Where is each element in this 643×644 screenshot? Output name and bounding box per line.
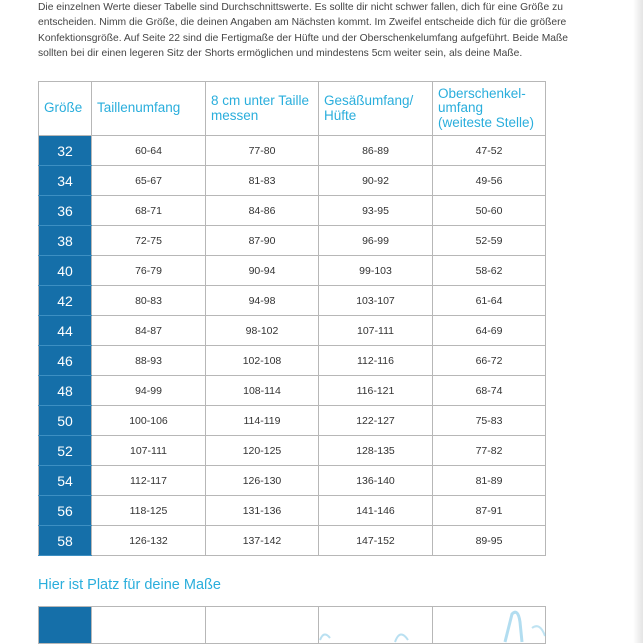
cell-size: 52	[39, 436, 92, 466]
cell-below-waist: 77-80	[206, 136, 319, 166]
cell-size: 50	[39, 406, 92, 436]
cell-hip: 93-95	[319, 196, 433, 226]
cell-waist: 60-64	[92, 136, 206, 166]
cell-thigh: 77-82	[433, 436, 546, 466]
cell-thigh: 50-60	[433, 196, 546, 226]
cell-thigh: 52-59	[433, 226, 546, 256]
table-row	[39, 286, 546, 316]
cell-thigh: 61-64	[433, 286, 546, 316]
cell-waist: 72-75	[92, 226, 206, 256]
table-row	[39, 256, 546, 286]
page-edge-shadow	[633, 0, 643, 643]
cell-waist: 84-87	[92, 316, 206, 346]
cell-below-waist: 94-98	[206, 286, 319, 316]
handwriting-marks	[300, 600, 560, 643]
cell-waist: 107-111	[92, 436, 206, 466]
cell-size: 34	[39, 166, 92, 196]
cell-thigh: 75-83	[433, 406, 546, 436]
table-row	[39, 316, 546, 346]
cell-below-waist: 120-125	[206, 436, 319, 466]
own-size-cell[interactable]	[39, 607, 92, 644]
table-row	[39, 166, 546, 196]
table-row	[39, 136, 546, 166]
cell-below-waist: 87-90	[206, 226, 319, 256]
header-thigh: Oberschenkel-umfang (weiteste Stelle)	[433, 82, 546, 136]
cell-size: 44	[39, 316, 92, 346]
table-row	[39, 436, 546, 466]
cell-size: 42	[39, 286, 92, 316]
cell-hip: 136-140	[319, 466, 433, 496]
cell-hip: 141-146	[319, 496, 433, 526]
cell-hip: 122-127	[319, 406, 433, 436]
cell-thigh: 87-91	[433, 496, 546, 526]
header-below-waist: 8 cm unter Taille messen	[206, 82, 319, 136]
cell-thigh: 64-69	[433, 316, 546, 346]
header-waist: Taillenumfang	[92, 82, 206, 136]
cell-hip: 107-111	[319, 316, 433, 346]
cell-hip: 90-92	[319, 166, 433, 196]
cell-size: 38	[39, 226, 92, 256]
cell-size: 58	[39, 526, 92, 556]
cell-hip: 103-107	[319, 286, 433, 316]
cell-below-waist: 102-108	[206, 346, 319, 376]
own-measurements-title: Hier ist Platz für deine Maße	[38, 577, 221, 593]
cell-size: 48	[39, 376, 92, 406]
cell-below-waist: 81-83	[206, 166, 319, 196]
cell-below-waist: 137-142	[206, 526, 319, 556]
cell-below-waist: 126-130	[206, 466, 319, 496]
cell-below-waist: 131-136	[206, 496, 319, 526]
size-chart-header-row	[39, 82, 546, 136]
table-row	[39, 526, 546, 556]
cell-hip: 116-121	[319, 376, 433, 406]
cell-waist: 118-125	[92, 496, 206, 526]
cell-hip: 86-89	[319, 136, 433, 166]
cell-hip: 99-103	[319, 256, 433, 286]
cell-hip: 128-135	[319, 436, 433, 466]
cell-below-waist: 98-102	[206, 316, 319, 346]
cell-waist: 94-99	[92, 376, 206, 406]
cell-hip: 147-152	[319, 526, 433, 556]
cell-waist: 112-117	[92, 466, 206, 496]
size-chart-table	[38, 81, 546, 556]
header-hip: Gesäßumfang/ Hüfte	[319, 82, 433, 136]
cell-size: 56	[39, 496, 92, 526]
cell-waist: 100-106	[92, 406, 206, 436]
cell-size: 54	[39, 466, 92, 496]
cell-size: 32	[39, 136, 92, 166]
table-row	[39, 226, 546, 256]
table-row	[39, 406, 546, 436]
cell-thigh: 49-56	[433, 166, 546, 196]
cell-thigh: 47-52	[433, 136, 546, 166]
cell-below-waist: 84-86	[206, 196, 319, 226]
cell-thigh: 58-62	[433, 256, 546, 286]
own-waist-cell[interactable]	[92, 607, 206, 644]
cell-size: 40	[39, 256, 92, 286]
cell-below-waist: 108-114	[206, 376, 319, 406]
cell-waist: 68-71	[92, 196, 206, 226]
table-row	[39, 346, 546, 376]
cell-waist: 76-79	[92, 256, 206, 286]
cell-below-waist: 90-94	[206, 256, 319, 286]
cell-below-waist: 114-119	[206, 406, 319, 436]
cell-hip: 96-99	[319, 226, 433, 256]
table-row	[39, 196, 546, 226]
cell-waist: 88-93	[92, 346, 206, 376]
table-row	[39, 376, 546, 406]
cell-waist: 126-132	[92, 526, 206, 556]
cell-hip: 112-116	[319, 346, 433, 376]
cell-waist: 65-67	[92, 166, 206, 196]
header-size: Größe	[39, 82, 92, 136]
cell-size: 46	[39, 346, 92, 376]
cell-thigh: 81-89	[433, 466, 546, 496]
cell-thigh: 66-72	[433, 346, 546, 376]
cell-thigh: 89-95	[433, 526, 546, 556]
cell-thigh: 68-74	[433, 376, 546, 406]
cell-waist: 80-83	[92, 286, 206, 316]
table-row	[39, 466, 546, 496]
intro-paragraph: Die einzelnen Werte dieser Tabelle sind Durchschnittswerte. Es sollte dir nicht schwer fallen, dich für eine Größe zu entscheiden. Nimm die Größe, die deinen Angaben am Nächsten kommt. Im Zweifel entscheide dich für die größere Konfektionsgröße. Auf Seite 22 sind die Fertigmaße der Hüfte und der Oberschenkelumfang aufgeführt. Beide Maße sollten bei dir einen legeren Sitz der Shorts ermöglichen und mindestens 5cm weiter sein, als deine Maße.	[38, 2, 569, 59]
cell-size: 36	[39, 196, 92, 226]
table-row	[39, 496, 546, 526]
